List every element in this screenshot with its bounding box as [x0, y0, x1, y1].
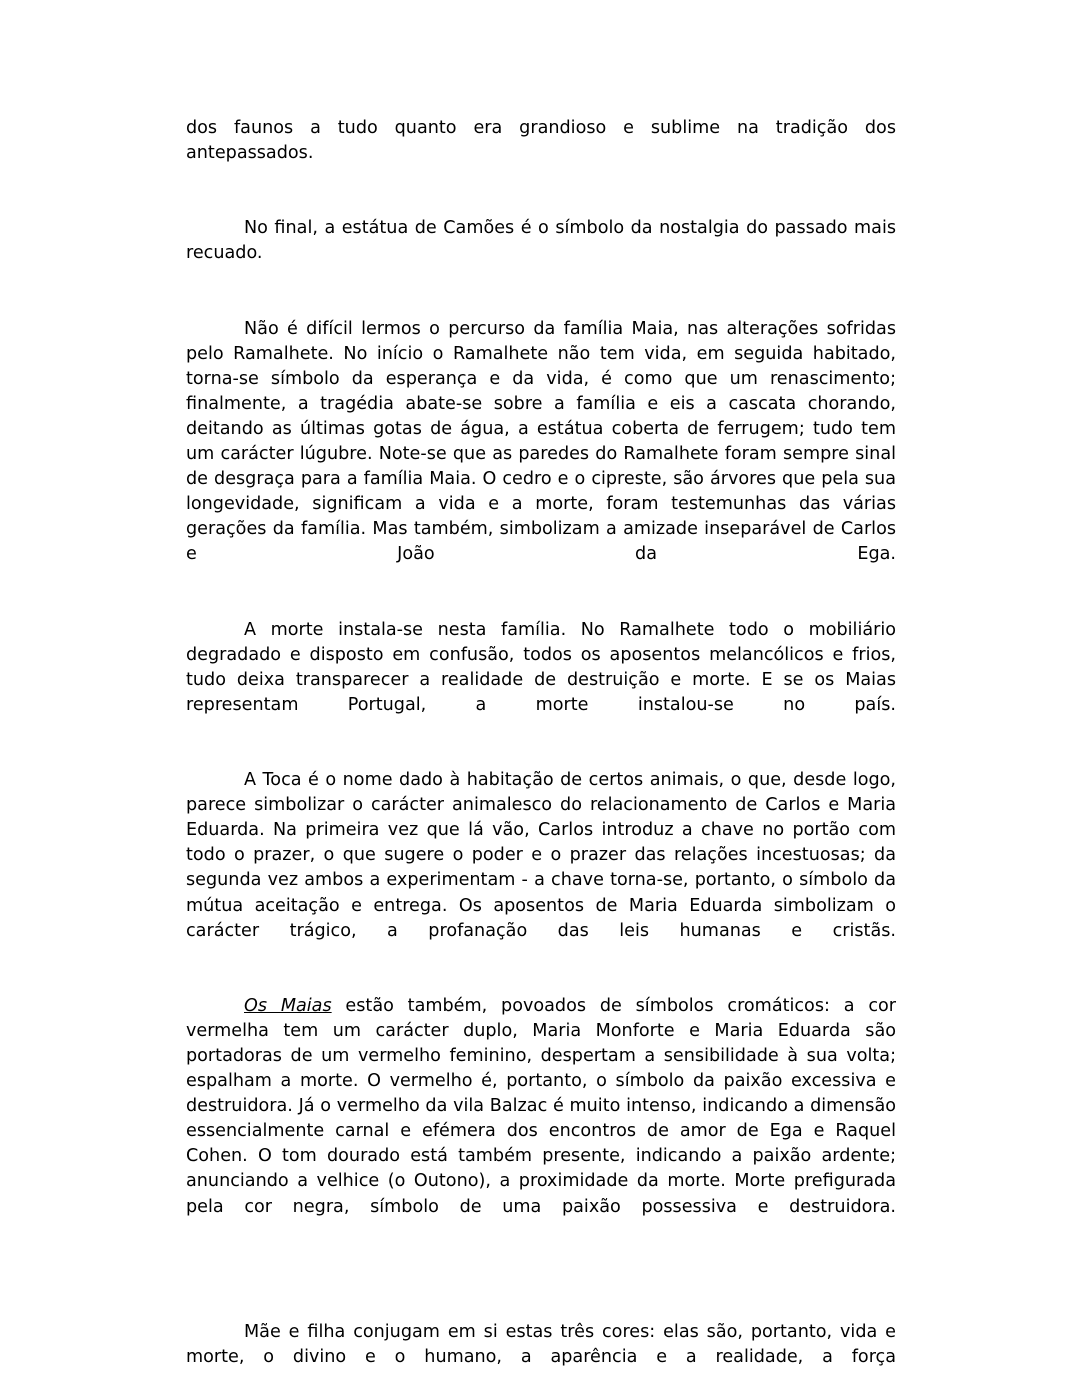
- paragraph-2: No final, a estátua de Camões é o símbolo da nostalgia do passado mais recuado.: [186, 218, 896, 264]
- paragraph-4: A morte instala-se nesta família. No Ramalhete todo o mobiliário degradado e disposto em confusão, todos os aposentos melancólicos e frios, tudo deixa transparecer a realidade de destruição e morte. E se os Maias representam Portugal, a morte instalou-se no país.: [186, 619, 896, 715]
- paragraph-7: Mãe e filha conjugam em si estas três cores: elas são, portanto, vida e morte, o divino e o humano, a aparência e a realidade, a força: [186, 1321, 896, 1367]
- document-text-column: [186, 116, 896, 1395]
- paragraph-6-body: estão também, povoados de símbolos cromáticos: a cor vermelha tem um carácter duplo, Maria Monforte e Maria Eduarda são portadoras de um vermelho feminino, despertam a sensibilidade à sua volta; espalham a morte. O vermelho é, portanto, o símbolo da paixão excessiva e destruidora. Já o vermelho da vila Balzac é muito intenso, indicando a dimensão essencialmente carnal e efémera dos encontros de amor de Ega e Raquel Cohen. O tom dourado está também presente, indicando a paixão ardente; anunciando a velhice (o Outono), a proximidade da morte. Morte prefigurada pela cor negra, símbolo de uma paixão possessiva e destruidora.: [186, 995, 896, 1217]
- paragraph-3: Não é difícil lermos o percurso da família Maia, nas alterações sofridas pelo Ramalhete. No início o Ramalhete não tem vida, em seguida habitado, torna-se símbolo da esperança e da vida, é como que um renascimento; finalmente, a tragédia abate-se sobre a família e eis a cascata chorando, deitando as últimas gotas de água, a estátua coberta de ferrugem; tudo tem um carácter lúgubre. Note-se que as paredes do Ramalhete foram sempre sinal de desgraça para a família Maia. O cedro e o cipreste, são árvores que pela sua longevidade, significam a vida e a morte, foram testemunhas das várias gerações da família. Mas também, simbolizam a amizade inseparável de Carlos e João da Ega.: [186, 318, 896, 565]
- book-title-os-maias: Os Maias: [244, 995, 332, 1016]
- paragraph-5: A Toca é o nome dado à habitação de certos animais, o que, desde logo, parece simbolizar o carácter animalesco do relacionamento de Carlos e Maria Eduarda. Na primeira vez que lá vão, Carlos introduz a chave no portão com todo o prazer, o que sugere o poder e o prazer das relações incestuosas; da segunda vez ambos a experimentam - a chave torna-se, portanto, o símbolo da mútua aceitação e entrega. Os aposentos de Maria Eduarda simbolizam o carácter trágico, a profanação das leis humanas e cristãs.: [186, 770, 896, 941]
- paragraph-1: dos faunos a tudo quanto era grandioso e sublime na tradição dos antepassados.: [186, 118, 896, 164]
- paragraph-6: [186, 994, 896, 1245]
